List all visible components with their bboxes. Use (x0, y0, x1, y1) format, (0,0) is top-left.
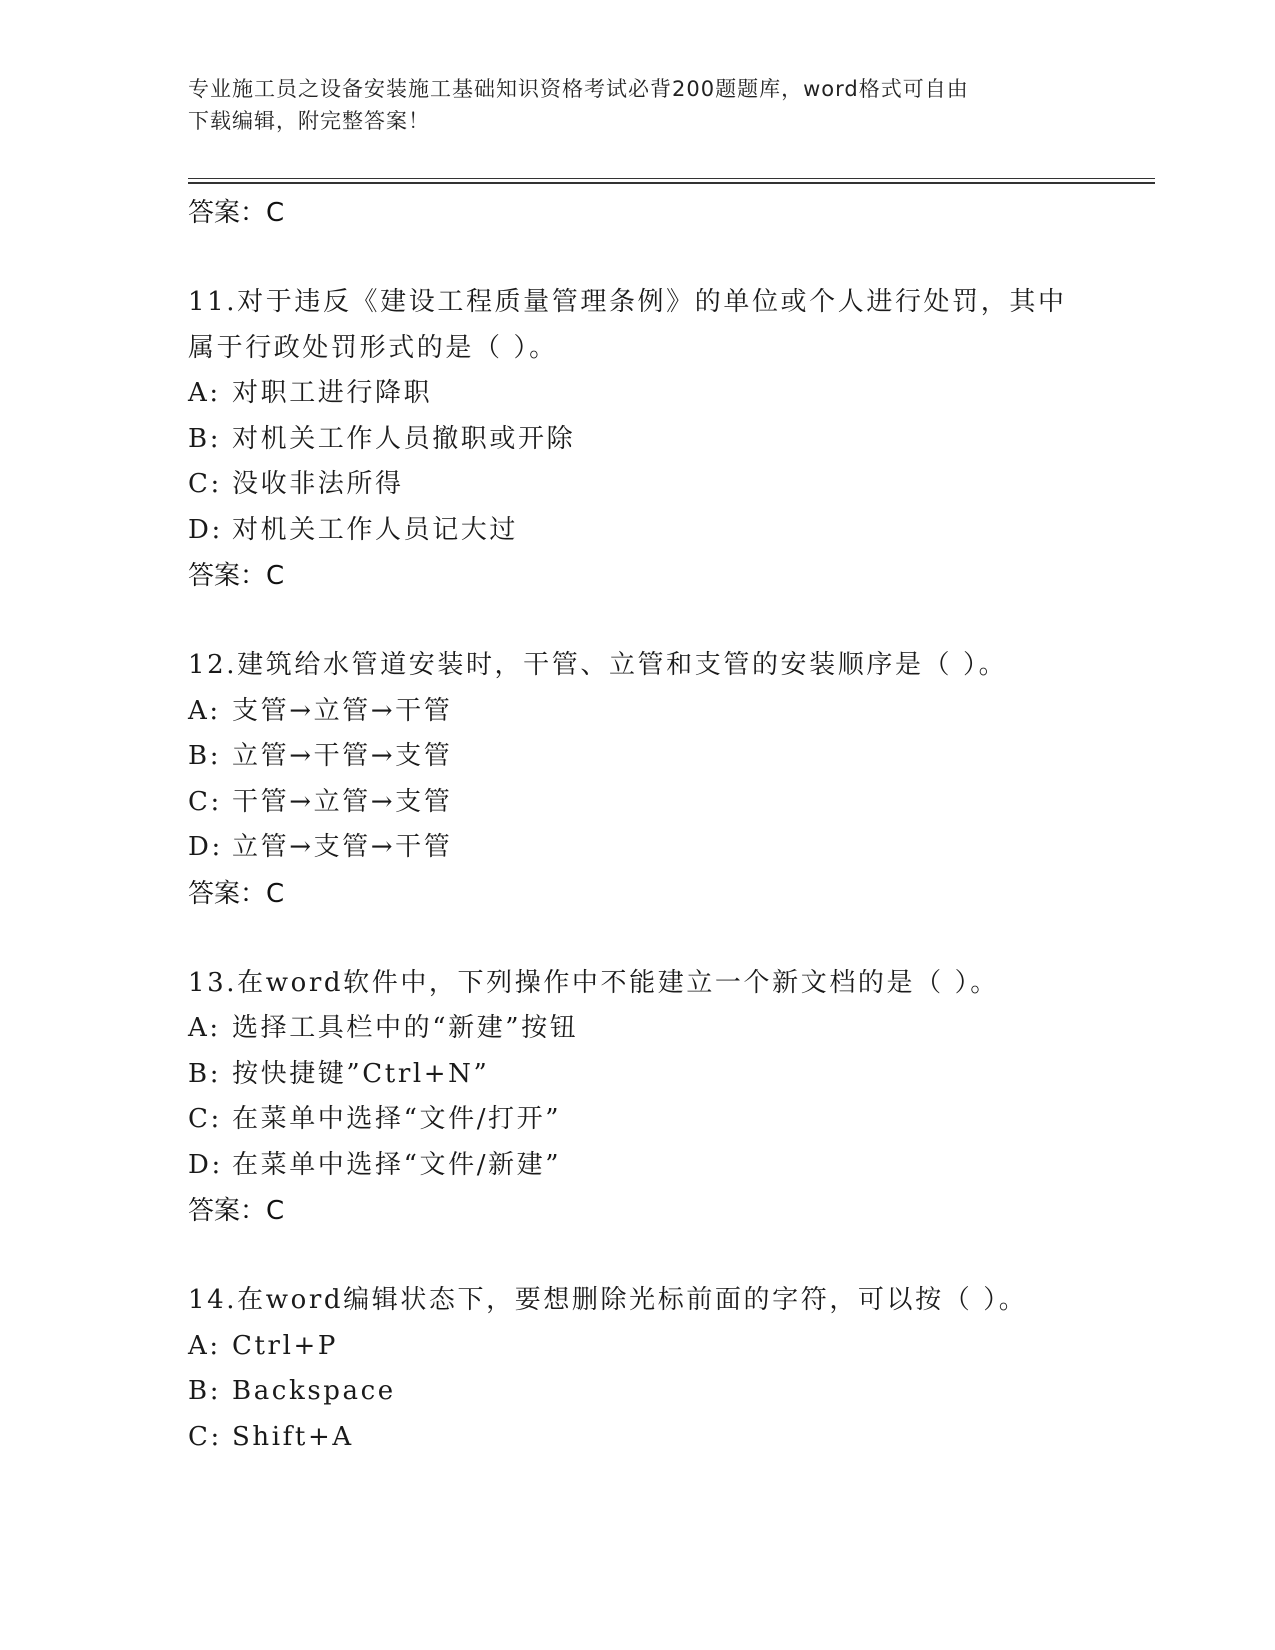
option-letter: B: (188, 741, 222, 771)
question-text: 属于行政处罚形式的是（ ）。 (188, 332, 558, 363)
option-text: 按快捷键”Ctrl+N” (232, 1058, 490, 1089)
option-text: Shift+A (232, 1421, 354, 1452)
option-item (188, 1415, 1088, 1461)
question-text: 14.在word编辑状态下，要想删除光标前面的字符，可以按（ ）。 (188, 1285, 1028, 1315)
option-item (188, 734, 1088, 780)
option-item (188, 462, 1088, 508)
option-letter: C: (188, 786, 222, 817)
question-text: 11.对于违反《建设工程质量管理条例》的单位或个人进行处罚，其中 (188, 287, 1067, 317)
option-text: 立管→干管→支管 (232, 741, 453, 771)
option-text: Backspace (232, 1376, 396, 1406)
question-text: 13.在word软件中，下列操作中不能建立一个新文档的是（ ）。 (188, 967, 999, 998)
option-text: 干管→立管→支管 (232, 786, 453, 817)
option-item (188, 780, 1088, 826)
question-block (188, 643, 1088, 917)
option-letter: B: (188, 423, 222, 454)
question-block (188, 280, 1088, 599)
option-letter: A: (188, 695, 221, 726)
answer-label: 答案：C (188, 1196, 285, 1226)
option-letter: B: (188, 1058, 222, 1089)
option-letter: C: (188, 1104, 222, 1134)
option-item (188, 1006, 1088, 1052)
document-header (188, 73, 1088, 137)
option-item (188, 371, 1088, 417)
question-block (188, 1278, 1088, 1460)
option-item (188, 1097, 1088, 1143)
option-text: Ctrl+P (232, 1330, 338, 1361)
option-text: 对职工进行降职 (232, 378, 433, 408)
option-letter: D: (188, 1149, 223, 1180)
option-text: 支管→立管→干管 (232, 695, 453, 726)
option-item (188, 825, 1088, 871)
option-letter: A: (188, 1330, 221, 1361)
option-text: 没收非法所得 (232, 469, 404, 499)
option-text: 在菜单中选择“文件/新建” (232, 1149, 562, 1180)
option-text: 对机关工作人员撤职或开除 (232, 423, 576, 454)
option-item (188, 1369, 1088, 1415)
option-letter: B: (188, 1376, 222, 1406)
document-body (188, 190, 1088, 1504)
question-list (188, 280, 1088, 1460)
option-text: 选择工具栏中的“新建”按钮 (232, 1013, 579, 1043)
option-letter: A: (188, 378, 221, 408)
option-letter: C: (188, 469, 222, 499)
header-rule-thick (188, 182, 1155, 184)
option-item (188, 417, 1088, 463)
option-letter: D: (188, 514, 223, 545)
option-letter: A: (188, 1013, 221, 1043)
option-item (188, 508, 1088, 554)
header-line-1: 专业施工员之设备安装施工基础知识资格考试必背200题题库，word格式可自由 (188, 77, 969, 101)
header-rule-thin (188, 178, 1155, 179)
header-line-2: 下载编辑，附完整答案！ (188, 109, 430, 133)
answer-label: 答案：C (188, 561, 285, 591)
option-text: 对机关工作人员记大过 (232, 514, 519, 545)
option-text: 立管→支管→干管 (232, 832, 453, 862)
option-letter: D: (188, 832, 223, 862)
option-letter: C: (188, 1421, 222, 1452)
answer-label: 答案：C (188, 878, 285, 909)
option-item (188, 1052, 1088, 1098)
answer-label: 答案：C (188, 198, 285, 228)
option-item (188, 689, 1088, 735)
question-block (188, 961, 1088, 1235)
question-text: 12.建筑给水管道安装时，干管、立管和支管的安装顺序是（ ）。 (188, 650, 1008, 680)
option-item (188, 1324, 1088, 1370)
option-text: 在菜单中选择“文件/打开” (232, 1104, 562, 1134)
option-item (188, 1143, 1088, 1189)
